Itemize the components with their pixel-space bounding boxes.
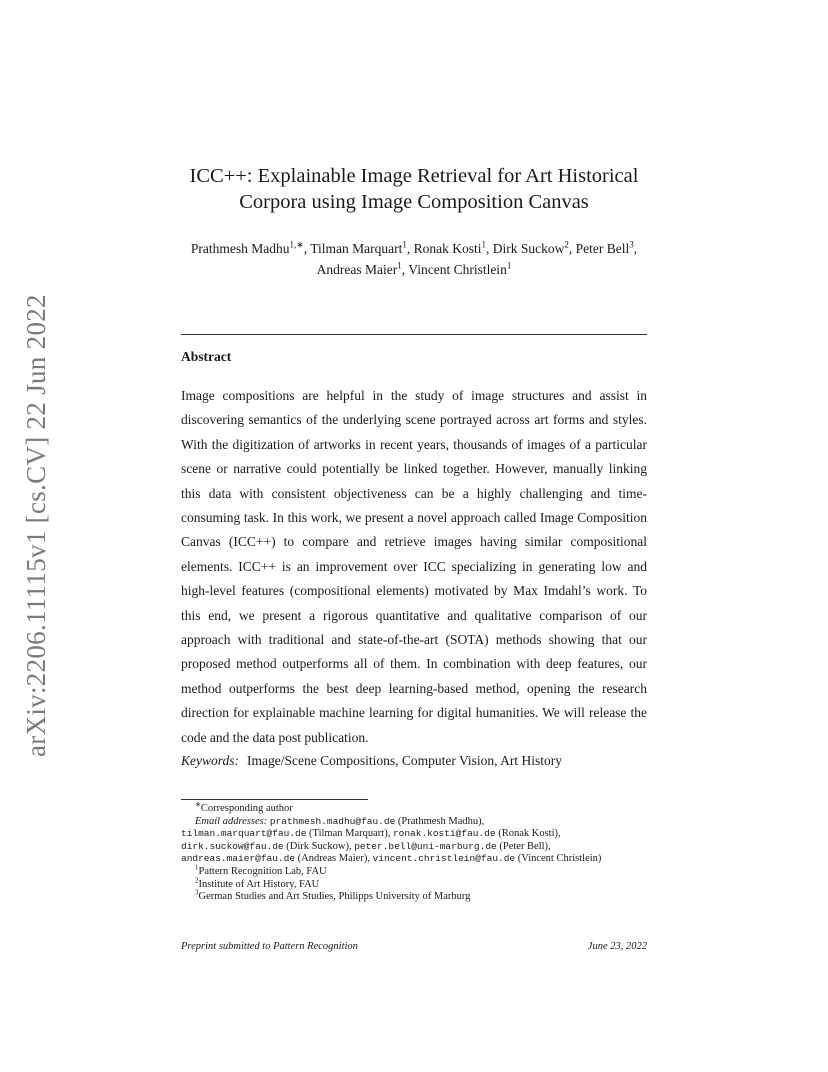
abstract-heading: Abstract (181, 349, 232, 364)
footer-date: June 23, 2022 (587, 941, 647, 952)
footnote-affiliation: $^1$Pattern Recognition Lab, FAU (195, 863, 327, 877)
footnote-corresponding: ∗Corresponding author (195, 800, 293, 814)
author-affiliation-mark: 1 (506, 260, 512, 271)
author-name: Peter Bell (575, 241, 630, 256)
header-divider (181, 334, 647, 335)
footnotes (181, 800, 651, 904)
author-list: Prathmesh Madhu$^{1,∗}$, Tilman Marquart$^1$, Ronak Kosti$^1$, Dirk Suckow$^2$, Peter Bell$^3$, Andreas Maier$^1$, Vincent Christlein$^1$ (190, 239, 638, 277)
email-address[interactable]: dirk.suckow@fau.de (181, 840, 284, 852)
author-affiliation-mark: 1,∗ (289, 239, 304, 250)
author-name: Prathmesh Madhu (190, 241, 290, 256)
author-name: Ronak Kosti (413, 241, 482, 256)
author-affiliation-mark: 1 (402, 239, 407, 250)
footnote-affiliation: $^3$German Studies and Art Studies, Philipps University of Marburg (195, 888, 471, 903)
footnote-divider (181, 799, 368, 800)
author-name: Dirk Suckow (492, 241, 565, 256)
author-affiliation-mark: 1 (481, 239, 487, 250)
author-name: Andreas Maier (316, 262, 398, 277)
email-address[interactable]: prathmesh.madhu@fau.de (269, 815, 396, 827)
author-affiliation-mark: 2 (564, 239, 569, 250)
author-affiliation-mark: 1 (397, 260, 402, 271)
footnote-emails: Email addresses: prathmesh.madhu@fau.de (Prathmesh Madhu), tilman.marquart@fau.de (Tilman Marquart), ronak.kosti@fau.de (Ronak Kosti), dirk.suckow@fau.de (Dirk Suckow), peter.bell@uni-marburg.de (Peter Bell), andreas.maier@fau.de (Andreas Maier), vincent.christlein@fau.de (Vincent Christlein) (181, 815, 602, 865)
title-line-1: ICC++: Explainable Image Retrieval for Art Historical (189, 165, 639, 187)
email-address[interactable]: ronak.kosti@fau.de (392, 828, 496, 840)
email-address[interactable]: tilman.marquart@fau.de (181, 828, 307, 840)
footnote-mark: ∗ (195, 800, 201, 809)
abstract-body: Image compositions are helpful in the study of image structures and assist in discovering semantics of the underlying scene portrayed across art forms and styles. With the digitization of artworks in recent years, thousands of images of a particular scene or narrative could potentially be linked together. However, manually linking this data with consistent objectiveness can be a highly challenging and time-consuming task. In this work, we present a novel approach called Image Composition Canvas (ICC++) to compare and retrieve images having similar compositional elements. ICC++ is an improvement over ICC specializing in generating low and high-level features (compositional elements) motivated by Max Imdahl’s work. To this end, we present a rigorous quantitative and qualitative comparison of our approach with traditional and state-of-the-art (SOTA) methods showing that our proposed method outperforms all of them. In combination with deep features, our method outperforms the best deep learning-based method, opening the research direction for explainable machine learning for digital humanities. We will release the code and the data post publication. (181, 388, 647, 745)
footer-submission-note: Preprint submitted to Pattern Recognition (181, 941, 358, 952)
keywords-label: Keywords: (181, 753, 239, 768)
keywords-line (181, 753, 647, 769)
arxiv-identifier-stamp: arXiv:2206.11115v1 [cs.CV] 22 Jun 2022 (21, 294, 51, 757)
email-label: Email addresses: (195, 815, 268, 827)
email-address[interactable]: andreas.maier@fau.de (181, 853, 296, 865)
author-name: Tilman Marquart (310, 241, 403, 256)
paper-title (181, 163, 647, 215)
page-footer (181, 941, 647, 952)
keywords-text: Image/Scene Compositions, Computer Vision, Art History (247, 753, 563, 768)
title-line-2: Corpora using Image Composition Canvas (239, 191, 589, 213)
footnote-affiliation: $^2$Institute of Art History, FAU (195, 876, 320, 890)
author-name: Vincent Christlein (408, 262, 507, 277)
author-affiliation-mark: 3 (629, 239, 634, 250)
email-address[interactable]: vincent.christlein@fau.de (372, 853, 516, 865)
email-address[interactable]: peter.bell@uni-marburg.de (354, 840, 497, 852)
